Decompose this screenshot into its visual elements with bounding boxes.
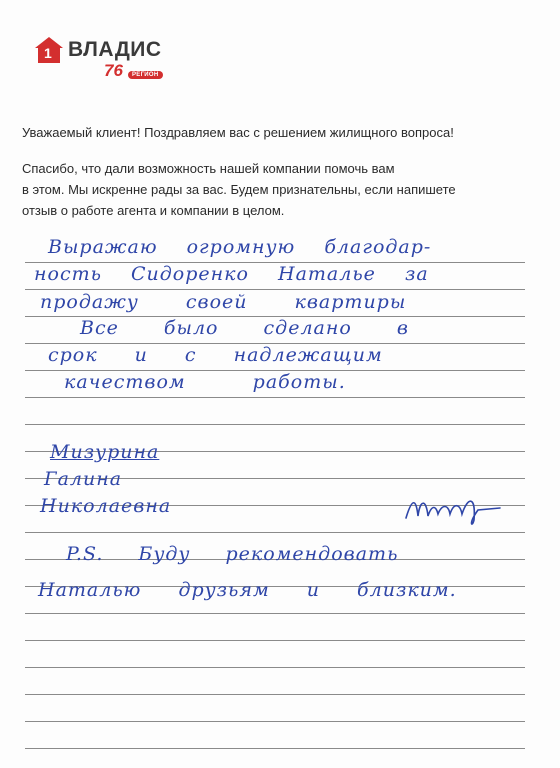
greeting-text: Уважаемый клиент! Поздравляем вас с решением жилищного вопроса! <box>22 125 454 140</box>
request-text <box>22 158 456 221</box>
ruled-line <box>25 613 525 614</box>
company-logo <box>34 36 174 88</box>
author-line: Николаевна <box>40 495 172 517</box>
ruled-line <box>25 289 525 290</box>
logo-brand: ВЛАДИС <box>68 38 162 61</box>
ruled-line <box>25 748 525 749</box>
request-line: Спасибо, что дали возможность нашей компании помочь вам <box>22 161 395 176</box>
review-line: качеством работы. <box>64 371 346 393</box>
logo-region-word: РЕГИОН <box>128 71 163 79</box>
ruled-line <box>25 640 525 641</box>
ruled-line <box>25 532 525 533</box>
logo-house-number: 1 <box>44 45 52 61</box>
author-line: Мизурина <box>50 441 160 463</box>
ruled-line <box>25 424 525 425</box>
ruled-line <box>25 667 525 668</box>
signature <box>402 490 512 530</box>
ruled-line <box>25 721 525 722</box>
review-line: Выражаю огромную благодар- <box>48 236 432 258</box>
request-line: отзыв о работе агента и компании в целом. <box>22 203 285 218</box>
review-line: Все было сделано в <box>80 317 409 339</box>
ruled-line <box>25 397 525 398</box>
ruled-line <box>25 694 525 695</box>
logo-region-number: 76 <box>104 61 123 80</box>
ps-line: Наталью друзьям и близким. <box>38 579 457 601</box>
author-line: Галина <box>44 468 123 490</box>
review-line: ность Сидоренко Наталье за <box>34 263 429 285</box>
request-line: в этом. Мы искренне рады за вас. Будем признательны, если напишете <box>22 182 456 197</box>
ps-line: P.S. Буду рекомендовать <box>66 543 399 565</box>
review-line: срок и с надлежащим <box>48 344 383 366</box>
review-line: продажу своей квартиры <box>40 291 407 313</box>
